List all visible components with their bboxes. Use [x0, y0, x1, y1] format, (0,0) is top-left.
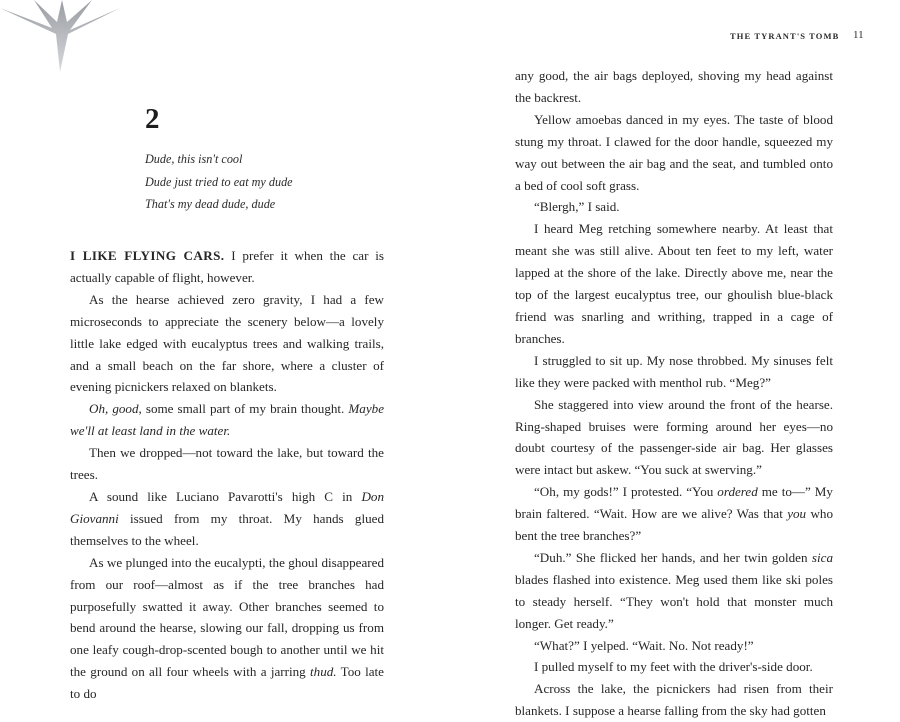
- opening-small-caps: I LIKE FLYING CARS.: [70, 248, 225, 263]
- epigraph-line: Dude just tried to eat my dude: [145, 174, 293, 189]
- paragraph: “Duh.” She flicked her hands, and her twin golden sica blades flashed into existence. Meg used them like ski poles to steady herself. “They won't hold that monster much longer. Get ready.”: [515, 549, 833, 631]
- running-head: THE TYRANT'S TOMB: [730, 31, 840, 41]
- paragraph: Yellow amoebas danced in my eyes. The taste of blood stung my throat. I clawed for the door handle, squeezed my way out between the air bag and the seat, and tumbled onto a bed of cool soft grass.: [515, 111, 833, 193]
- chapter-number: 2: [145, 103, 160, 135]
- paragraph: Then we dropped—not toward the lake, but toward the trees.: [70, 445, 384, 483]
- paragraph: I heard Meg retching somewhere nearby. At least that meant she was still alive. About ten feet to my left, water lapped at the shore of the lake. Directly above me, near the top of the largest eucalyptus tree, our ghoulish blue-black friend was snarling and writhing, trapped in a cage of branches.: [515, 221, 833, 346]
- paragraph: any good, the air bags deployed, shoving my head against the backrest.: [515, 68, 833, 105]
- paragraph: “What?” I yelped. “Wait. No. Not ready!”: [534, 637, 754, 653]
- paragraph: Oh, good, some small part of my brain thought. Maybe we'll at least land in the water.: [70, 401, 384, 439]
- page-number: 11: [853, 29, 864, 41]
- paragraph: As we plunged into the eucalypti, the ghoul disappeared from our roof—almost as if the tree branches had purposefully swatted it away. Other branches seemed to bend around the hearse, slowing our fall, dropping us from one leafy cough-drop-scented bough to another until we hit the ground on all four wheels with a jarring thud. Too late to do: [70, 554, 384, 702]
- paragraph: “Blergh,” I said.: [534, 199, 620, 215]
- right-page: [450, 0, 900, 719]
- paragraph: A sound like Luciano Pavarotti's high C in Don Giovanni issued from my throat. My hands glued themselves to the wheel.: [70, 488, 384, 548]
- right-body-text: [515, 65, 833, 722]
- epigraph-line: That's my dead dude, dude: [145, 197, 276, 211]
- left-page: [0, 0, 450, 702]
- star-ornament: [0, 0, 120, 72]
- left-body-text: [70, 245, 384, 705]
- opening-paragraph: I LIKE FLYING CARS. I prefer it when the car is actually capable of flight, however.: [70, 248, 384, 285]
- paragraph: “Oh, my gods!” I protested. “You ordered me to—” My brain faltered. “Wait. How are we alive? Was that you who bent the tree branches?”: [515, 484, 833, 544]
- paragraph: I pulled myself to my feet with the driver's-side door.: [534, 659, 813, 675]
- paragraph: I struggled to sit up. My nose throbbed. My sinuses felt like they were packed with menthol rub. “Meg?”: [515, 352, 833, 390]
- chapter-epigraph: [145, 148, 293, 216]
- paragraph: As the hearse achieved zero gravity, I had a few microseconds to appreciate the scenery below—a lovely little lake edged with eucalyptus trees and walking trails, and a small beach on the far shore, where a cluster of evening picnickers relaxed on blankets.: [70, 291, 384, 395]
- epigraph-line: Dude, this isn't cool: [145, 152, 243, 166]
- paragraph: She staggered into view around the front of the hearse. Ring-shaped bruises were forming around her eyes—no doubt courtesy of the passenger-side air bag. Her glasses were intact but askew. “You suck at swerving.”: [515, 396, 833, 478]
- paragraph: Across the lake, the picnickers had risen from their blankets. I suppose a hearse falling from the sky had gotten: [515, 681, 833, 719]
